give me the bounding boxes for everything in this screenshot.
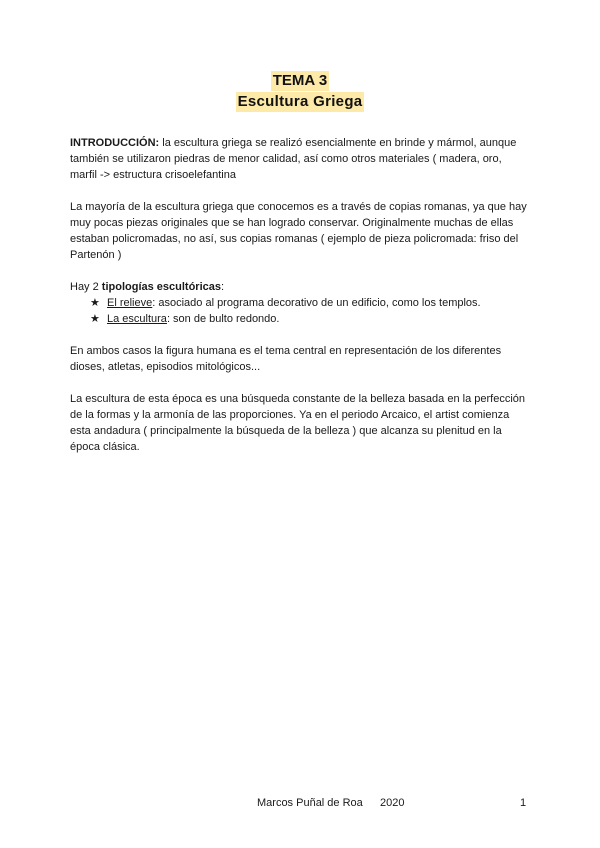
intro-label: INTRODUCCIÓN: bbox=[70, 137, 160, 149]
star-icon: ★ bbox=[90, 297, 100, 309]
human-figure-paragraph: En ambos casos la figura humana es el tema central en representación de los diferentes dioses, atletas, episodios mitológicos... bbox=[70, 345, 502, 373]
intro-text: la escultura griega se realizó esencialmente en brinde y mármol, aunque también se utilizaron piedras de menor calidad, así como otros materiales ( madera, oro, marfil -> estructura crisoelefantina bbox=[70, 137, 517, 181]
typologies-list bbox=[70, 295, 530, 327]
star-icon: ★ bbox=[90, 313, 100, 325]
typology-term: El relieve bbox=[107, 297, 153, 309]
typology-term: La escultura bbox=[107, 313, 167, 325]
footer-author: Marcos Puñal de Roa bbox=[257, 797, 363, 809]
intro-paragraph bbox=[70, 135, 530, 183]
typology-desc: : asociado al programa decorativo de un edificio, como los templos. bbox=[152, 297, 481, 309]
beauty-paragraph: La escultura de esta época es una búsqueda constante de la belleza basada en la perfección de la formas y la armonía de las proporciones. Ya en el periodo Arcaico, el artist comienza esta andadura ( principalmente la búsqueda de la belleza ) que alcanza su plenitud en la época clásica. bbox=[70, 393, 525, 453]
typologies-prefix: Hay 2 bbox=[70, 281, 102, 293]
typologies-bold: tipologías escultóricas bbox=[101, 281, 221, 293]
title-subject: Escultura Griega bbox=[237, 93, 363, 110]
page-number: 1 bbox=[520, 797, 527, 809]
list-item bbox=[90, 311, 530, 327]
title-topic: TEMA 3 bbox=[272, 72, 328, 89]
list-item bbox=[90, 295, 530, 311]
document-body bbox=[70, 135, 530, 455]
typologies-suffix: : bbox=[221, 281, 225, 293]
copies-paragraph: La mayoría de la escultura griega que conocemos es a través de copias romanas, ya que hay muy pocas piezas originales que se han logrado conservar. Originalmente muchas de ellas estaban policromadas, no así, sus copias romanas ( ejemplo de pieza policromada: friso del Partenón ) bbox=[70, 201, 527, 261]
title-block bbox=[0, 71, 600, 112]
footer-year: 2020 bbox=[380, 797, 405, 809]
typology-desc: : son de bulto redondo. bbox=[166, 313, 280, 325]
typologies-heading bbox=[70, 279, 530, 295]
